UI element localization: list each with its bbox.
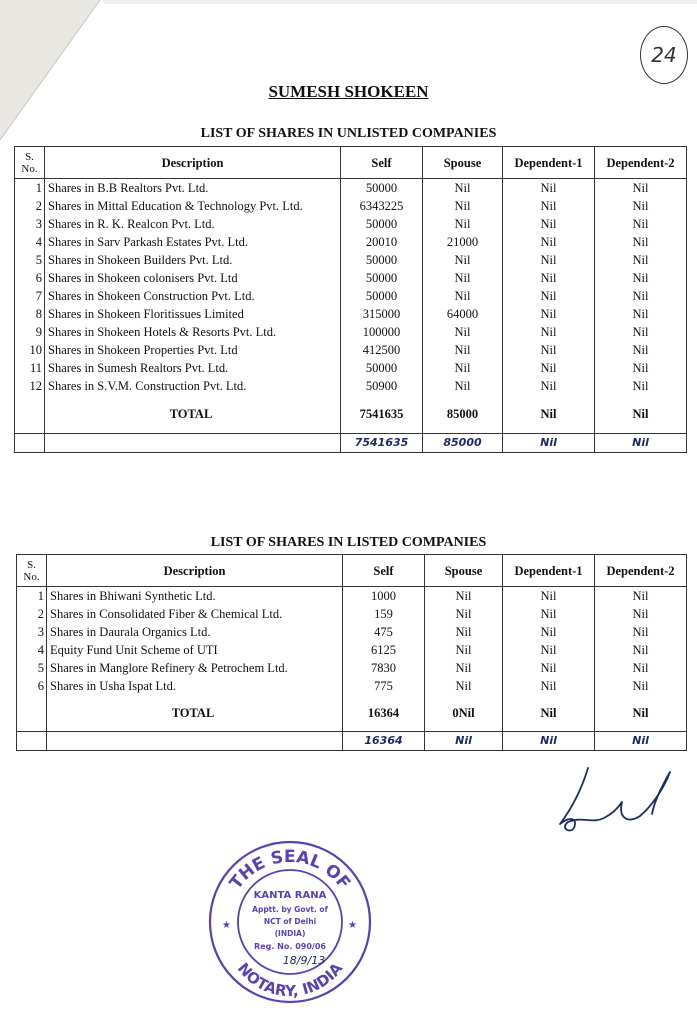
row-description: Shares in Usha Ispat Ltd.	[47, 677, 343, 695]
seal-outer-top: THE SEAL OF	[225, 847, 355, 894]
table-row	[15, 341, 687, 359]
row-dependent-1: Nil	[503, 677, 595, 695]
row-dependent-1: Nil	[503, 641, 595, 659]
listed-handwritten-dep1: Nil	[503, 731, 595, 750]
unlisted-handwritten-dep2: Nil	[595, 433, 687, 452]
row-description: Shares in Shokeen Floritissues Limited	[45, 305, 341, 323]
table-row	[17, 641, 687, 659]
row-dependent-2: Nil	[595, 641, 687, 659]
row-self: 50000	[341, 269, 423, 287]
row-dependent-2: Nil	[595, 215, 687, 233]
table-row	[17, 587, 687, 606]
unlisted-total-spouse: 85000	[423, 395, 503, 433]
row-self: 7830	[343, 659, 425, 677]
row-dependent-1: Nil	[503, 323, 595, 341]
col-description: Description	[47, 555, 343, 587]
row-spouse: Nil	[423, 269, 503, 287]
row-spouse: Nil	[425, 605, 503, 623]
table-row	[15, 269, 687, 287]
unlisted-total-dep2: Nil	[595, 395, 687, 433]
listed-handwritten-self: 16364	[343, 731, 425, 750]
row-description: Shares in Manglore Refinery & Petrochem Ltd.	[47, 659, 343, 677]
row-self: 50000	[341, 215, 423, 233]
row-number: 7	[15, 287, 45, 305]
row-self: 50000	[341, 179, 423, 198]
unlisted-handwritten-dep1: Nil	[503, 433, 595, 452]
row-dependent-1: Nil	[503, 341, 595, 359]
row-spouse: Nil	[423, 323, 503, 341]
row-dependent-2: Nil	[595, 179, 687, 198]
row-spouse: 64000	[423, 305, 503, 323]
table-row	[15, 359, 687, 377]
seal-name: KANTA RANA	[253, 890, 327, 901]
row-number: 4	[15, 233, 45, 251]
row-dependent-1: Nil	[503, 623, 595, 641]
table-row	[15, 179, 687, 198]
table-row	[15, 215, 687, 233]
row-number: 8	[15, 305, 45, 323]
row-spouse: Nil	[425, 641, 503, 659]
seal-line3: (INDIA)	[274, 929, 306, 938]
unlisted-handwritten-self: 7541635	[341, 433, 423, 452]
listed-total-dep2: Nil	[595, 695, 687, 731]
row-self: 775	[343, 677, 425, 695]
table-row	[17, 677, 687, 695]
seal-line1: Apptt. by Govt. of	[252, 905, 328, 914]
unlisted-shares-table	[14, 146, 687, 453]
row-self: 412500	[341, 341, 423, 359]
row-description: Shares in Shokeen Construction Pvt. Ltd.	[45, 287, 341, 305]
row-description: Shares in Bhiwani Synthetic Ltd.	[47, 587, 343, 606]
listed-shares-table	[16, 554, 687, 751]
col-self: Self	[341, 147, 423, 179]
row-self: 50900	[341, 377, 423, 395]
row-number: 3	[15, 215, 45, 233]
table-row	[17, 605, 687, 623]
table-row	[15, 377, 687, 395]
row-dependent-1: Nil	[503, 215, 595, 233]
row-self: 6125	[343, 641, 425, 659]
row-number: 9	[15, 323, 45, 341]
row-description: Equity Fund Unit Scheme of UTI	[47, 641, 343, 659]
row-description: Shares in Mittal Education & Technology Pvt. Ltd.	[45, 197, 341, 215]
seal-outer-bottom: NOTARY, INDIA	[233, 959, 347, 1001]
row-description: Shares in Sarv Parkash Estates Pvt. Ltd.	[45, 233, 341, 251]
row-dependent-1: Nil	[503, 233, 595, 251]
seal-line2: NCT of Delhi	[263, 917, 317, 926]
row-description: Shares in Shokeen Hotels & Resorts Pvt. Ltd.	[45, 323, 341, 341]
row-number: 12	[15, 377, 45, 395]
row-dependent-1: Nil	[503, 605, 595, 623]
page-number: 24	[640, 26, 688, 84]
col-spouse: Spouse	[423, 147, 503, 179]
col-sno: S. No.	[17, 555, 47, 587]
row-dependent-2: Nil	[595, 269, 687, 287]
row-dependent-2: Nil	[595, 605, 687, 623]
row-dependent-2: Nil	[595, 305, 687, 323]
col-sno: S. No.	[15, 147, 45, 179]
row-dependent-1: Nil	[503, 197, 595, 215]
row-spouse: Nil	[423, 287, 503, 305]
row-dependent-2: Nil	[595, 251, 687, 269]
row-self: 1000	[343, 587, 425, 606]
row-dependent-1: Nil	[503, 251, 595, 269]
row-description: Shares in Daurala Organics Ltd.	[47, 623, 343, 641]
row-number: 11	[15, 359, 45, 377]
col-dependent-1: Dependent-1	[503, 147, 595, 179]
row-dependent-1: Nil	[503, 179, 595, 198]
row-dependent-1: Nil	[503, 269, 595, 287]
table-row	[15, 305, 687, 323]
unlisted-total-label: TOTAL	[45, 395, 341, 433]
row-self: 159	[343, 605, 425, 623]
listed-handwritten-dep2: Nil	[595, 731, 687, 750]
row-number: 5	[17, 659, 47, 677]
svg-text:★: ★	[222, 920, 231, 931]
row-spouse: Nil	[425, 677, 503, 695]
table-row	[15, 197, 687, 215]
svg-text:★: ★	[348, 920, 357, 931]
row-description: Shares in Consolidated Fiber & Chemical Ltd.	[47, 605, 343, 623]
row-dependent-1: Nil	[503, 587, 595, 606]
row-spouse: Nil	[423, 179, 503, 198]
seal-reg: Reg. No. 090/06	[254, 942, 326, 951]
row-dependent-1: Nil	[503, 377, 595, 395]
row-self: 20010	[341, 233, 423, 251]
unlisted-total-dep1: Nil	[503, 395, 595, 433]
col-dependent-2: Dependent-2	[595, 147, 687, 179]
row-dependent-2: Nil	[595, 377, 687, 395]
row-dependent-1: Nil	[503, 287, 595, 305]
row-spouse: Nil	[423, 251, 503, 269]
row-description: Shares in S.V.M. Construction Pvt. Ltd.	[45, 377, 341, 395]
row-dependent-2: Nil	[595, 677, 687, 695]
listed-total-label: TOTAL	[47, 695, 343, 731]
row-spouse: 21000	[423, 233, 503, 251]
notary-seal	[204, 836, 374, 1006]
row-spouse: Nil	[425, 659, 503, 677]
table-row	[17, 623, 687, 641]
row-dependent-1: Nil	[503, 659, 595, 677]
row-dependent-2: Nil	[595, 287, 687, 305]
row-description: Shares in B.B Realtors Pvt. Ltd.	[45, 179, 341, 198]
row-number: 6	[15, 269, 45, 287]
table-row	[15, 323, 687, 341]
row-spouse: Nil	[423, 341, 503, 359]
listed-handwritten-spouse: Nil	[425, 731, 503, 750]
col-dependent-1: Dependent-1	[503, 555, 595, 587]
row-description: Shares in R. K. Realcon Pvt. Ltd.	[45, 215, 341, 233]
seal-handwritten-date: 18/9/13	[282, 954, 326, 967]
row-number: 1	[15, 179, 45, 198]
unlisted-total-self: 7541635	[341, 395, 423, 433]
row-dependent-2: Nil	[595, 659, 687, 677]
row-dependent-2: Nil	[595, 587, 687, 606]
row-number: 4	[17, 641, 47, 659]
unlisted-heading: LIST OF SHARES IN UNLISTED COMPANIES	[200, 126, 497, 141]
row-dependent-2: Nil	[595, 359, 687, 377]
table-row	[15, 251, 687, 269]
row-dependent-1: Nil	[503, 359, 595, 377]
row-self: 100000	[341, 323, 423, 341]
row-spouse: Nil	[423, 197, 503, 215]
table-row	[15, 233, 687, 251]
listed-total-self: 16364	[343, 695, 425, 731]
row-dependent-2: Nil	[595, 233, 687, 251]
row-self: 475	[343, 623, 425, 641]
table-row	[15, 287, 687, 305]
row-number: 5	[15, 251, 45, 269]
row-dependent-2: Nil	[595, 197, 687, 215]
row-dependent-2: Nil	[595, 623, 687, 641]
row-number: 2	[17, 605, 47, 623]
col-spouse: Spouse	[425, 555, 503, 587]
col-dependent-2: Dependent-2	[595, 555, 687, 587]
table-row	[17, 659, 687, 677]
row-description: Shares in Sumesh Realtors Pvt. Ltd.	[45, 359, 341, 377]
document-title: SUMESH SHOKEEN	[268, 82, 429, 101]
row-description: Shares in Shokeen Builders Pvt. Ltd.	[45, 251, 341, 269]
row-number: 3	[17, 623, 47, 641]
row-description: Shares in Shokeen Properties Pvt. Ltd	[45, 341, 341, 359]
col-self: Self	[343, 555, 425, 587]
row-spouse: Nil	[423, 215, 503, 233]
row-spouse: Nil	[423, 377, 503, 395]
handwritten-signature	[552, 758, 682, 838]
row-self: 50000	[341, 359, 423, 377]
row-number: 10	[15, 341, 45, 359]
listed-heading: LIST OF SHARES IN LISTED COMPANIES	[210, 535, 487, 550]
row-spouse: Nil	[425, 587, 503, 606]
row-self: 6343225	[341, 197, 423, 215]
row-number: 2	[15, 197, 45, 215]
row-number: 1	[17, 587, 47, 606]
row-self: 50000	[341, 251, 423, 269]
row-spouse: Nil	[425, 623, 503, 641]
row-dependent-1: Nil	[503, 305, 595, 323]
listed-total-dep1: Nil	[503, 695, 595, 731]
row-spouse: Nil	[423, 359, 503, 377]
row-self: 50000	[341, 287, 423, 305]
row-description: Shares in Shokeen colonisers Pvt. Ltd	[45, 269, 341, 287]
row-number: 6	[17, 677, 47, 695]
listed-total-spouse: 0Nil	[425, 695, 503, 731]
row-dependent-2: Nil	[595, 323, 687, 341]
unlisted-handwritten-spouse: 85000	[423, 433, 503, 452]
row-dependent-2: Nil	[595, 341, 687, 359]
row-self: 315000	[341, 305, 423, 323]
col-description: Description	[45, 147, 341, 179]
